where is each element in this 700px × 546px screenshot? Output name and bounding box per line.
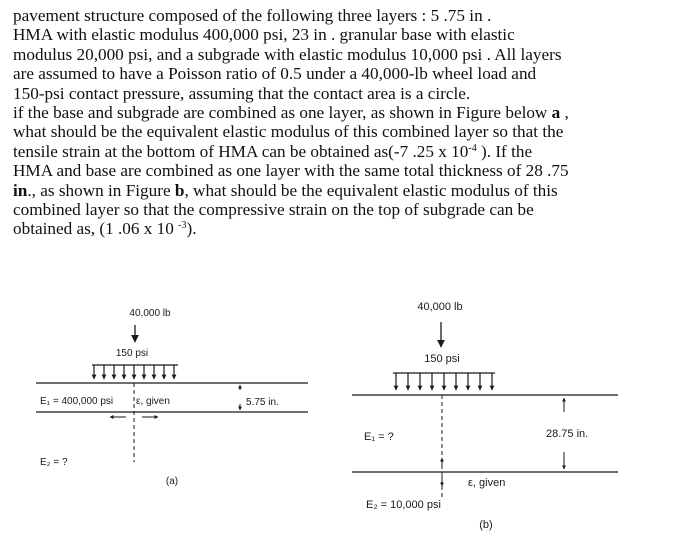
- figure-a-reference: a: [551, 102, 561, 122]
- figure-a-pressure-label: 150 psi: [115, 348, 149, 359]
- figure-a: [36, 308, 308, 487]
- figure-b-layer1-label: E₁ = ?: [364, 431, 394, 443]
- figure-a-thickness-label: 5.75 in.: [246, 397, 279, 408]
- problem-line-7: what should be the equivalent elastic modulus of this combined layer so that the: [13, 122, 564, 142]
- figure-b-reference: b: [174, 180, 185, 200]
- problem-line-5: 150-psi contact pressure, assuming that the contact area is a circle.: [13, 83, 471, 103]
- problem-line-8-text: tensile strain at the bottom of HMA can be obtained as(-7 .25 x 10: [13, 141, 469, 161]
- figure-a-load-label: 40,000 lb: [129, 308, 171, 319]
- problem-line-11: combined layer so that the compressive strain on the top of subgrade can be: [13, 199, 534, 219]
- figure-a-layer1-label: E₁ = 400,000 psi: [40, 396, 114, 407]
- problem-line-12-text: obtained as, (1 .06 x 10: [13, 219, 179, 239]
- figure-b-thickness-label: 28.75 in.: [546, 428, 589, 440]
- figure-a-strain-label: ε, given: [136, 396, 170, 407]
- figure-a-caption: (a): [165, 476, 179, 487]
- problem-line-1: pavement structure composed of the following three layers : 5 .75 in .: [13, 6, 492, 25]
- exponent-minus-3: -3: [178, 220, 187, 232]
- figure-b-strain-label: ε, given: [468, 477, 506, 489]
- figure-a-layer2-label: E₂ = ?: [40, 457, 68, 468]
- problem-line-6-text: if the base and subgrade are combined as one layer, as shown in Figure below: [13, 102, 552, 122]
- problem-line-12-tail: ).: [186, 219, 197, 239]
- inch-unit-bold: in: [13, 180, 28, 200]
- problem-line-8-tail: ). If the: [476, 141, 533, 161]
- figure-a-pressure-arrows: [92, 365, 178, 379]
- figure-b-pressure-arrows: [393, 373, 495, 390]
- figure-b-caption: (b): [479, 519, 493, 531]
- problem-line-10-tail2: , what should be the equivalent elastic modulus of this: [184, 180, 558, 200]
- problem-line-9: HMA and base are combined as one layer with the same total thickness of 28 .75: [13, 161, 569, 181]
- problem-line-3: modulus 20,000 psi, and a subgrade with elastic modulus 10,000 psi . All layers: [13, 44, 562, 64]
- figure-b: [352, 301, 618, 531]
- figure-b-load-label: 40,000 lb: [417, 301, 463, 313]
- problem-line-2: HMA with elastic modulus 400,000 psi, 23 in . granular base with elastic: [13, 25, 515, 45]
- exponent-minus-4: -4: [468, 142, 477, 154]
- problem-line-4: are assumed to have a Poisson ratio of 0.5 under a 40,000-lb wheel load and: [13, 64, 537, 84]
- problem-line-10-tail1: ., as shown in Figure: [27, 180, 175, 200]
- problem-line-6-end: ,: [560, 102, 569, 122]
- figure-b-pressure-label: 150 psi: [424, 353, 460, 365]
- figure-b-layer2-label: E₂ = 10,000 psi: [366, 499, 441, 511]
